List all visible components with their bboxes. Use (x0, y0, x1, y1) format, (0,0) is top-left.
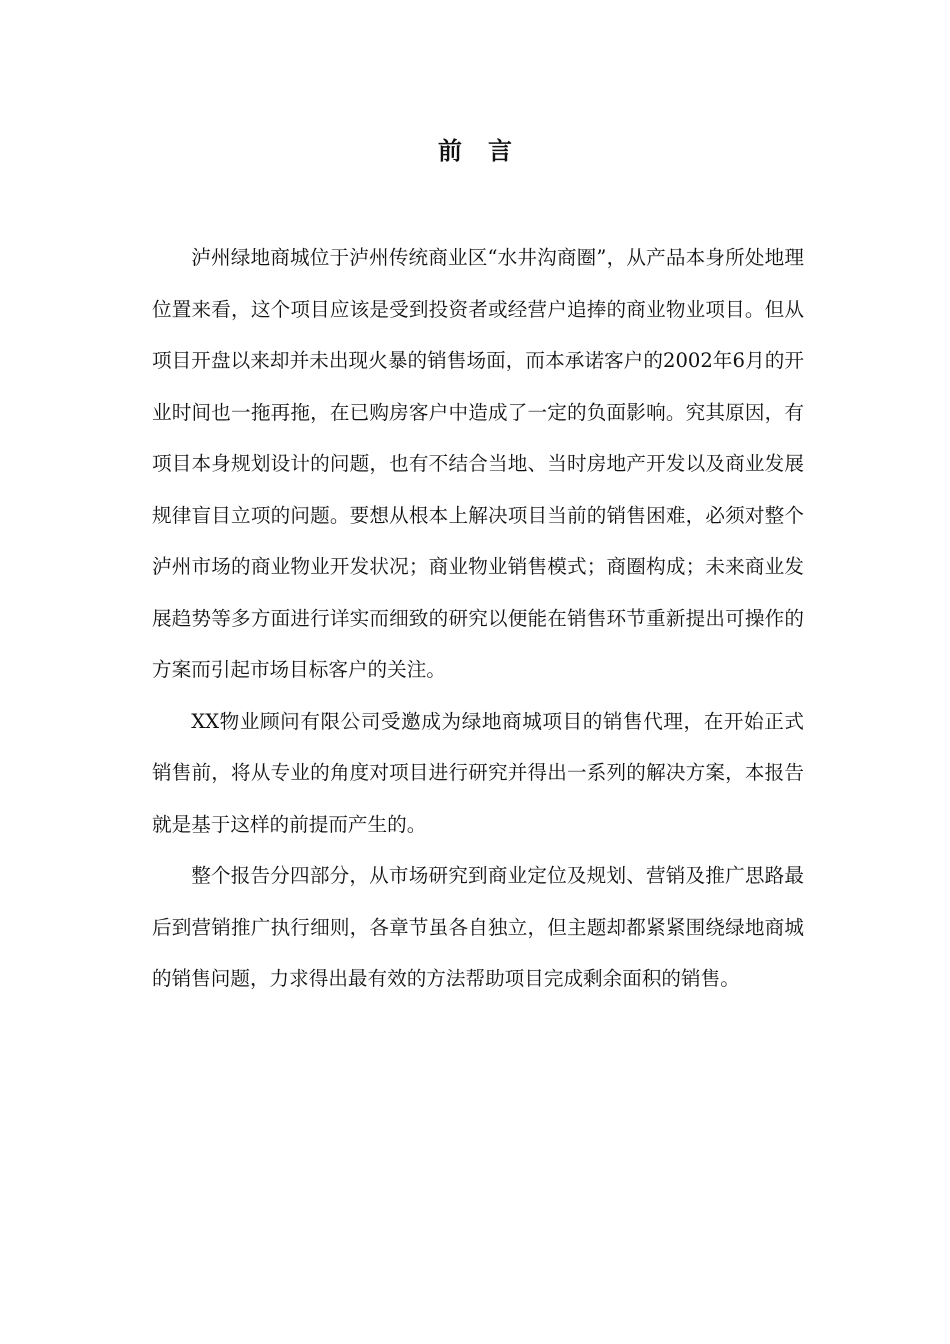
page-title-part-2: 言 (488, 136, 512, 165)
document-body (152, 232, 804, 1005)
page-title (0, 134, 950, 168)
page-title-part-1: 前 (438, 136, 462, 165)
paragraph-2: XX物业顾问有限公司受邀成为绿地商城项目的销售代理，在开始正式销售前，将从专业的角度对项目进行研究并得出一系列的解决方案，本报告就是基于这样的前提而产生的。 (152, 709, 804, 836)
paragraph-1: 泸州绿地商城位于泸州传统商业区“水井沟商圈”，从产品本身所处地理位置来看，这个项目应该是受到投资者或经营户追捧的商业物业项目。但从项目开盘以来却并未出现火暴的销售场面，而本承诺客户的2002年6月的开业时间也一拖再拖，在已购房客户中造成了一定的负面影响。究其原因，有项目本身规划设计的问题，也有不结合当地、当时房地产开发以及商业发展规律盲目立项的问题。要想从根本上解决项目当前的销售困难，必须对整个泸州市场的商业物业开发状况；商业物业销售模式；商圈构成；未来商业发展趋势等多方面进行详实而细致的研究以便能在销售环节重新提出可操作的方案而引起市场目标客户的关注。 (152, 246, 804, 681)
paragraph-3: 整个报告分四部分，从市场研究到商业定位及规划、营销及推广思路最后到营销推广执行细则，各章节虽各自独立，但主题却都紧紧围绕绿地商城的销售问题，力求得出最有效的方法帮助项目完成剩余面积的销售。 (152, 864, 804, 990)
